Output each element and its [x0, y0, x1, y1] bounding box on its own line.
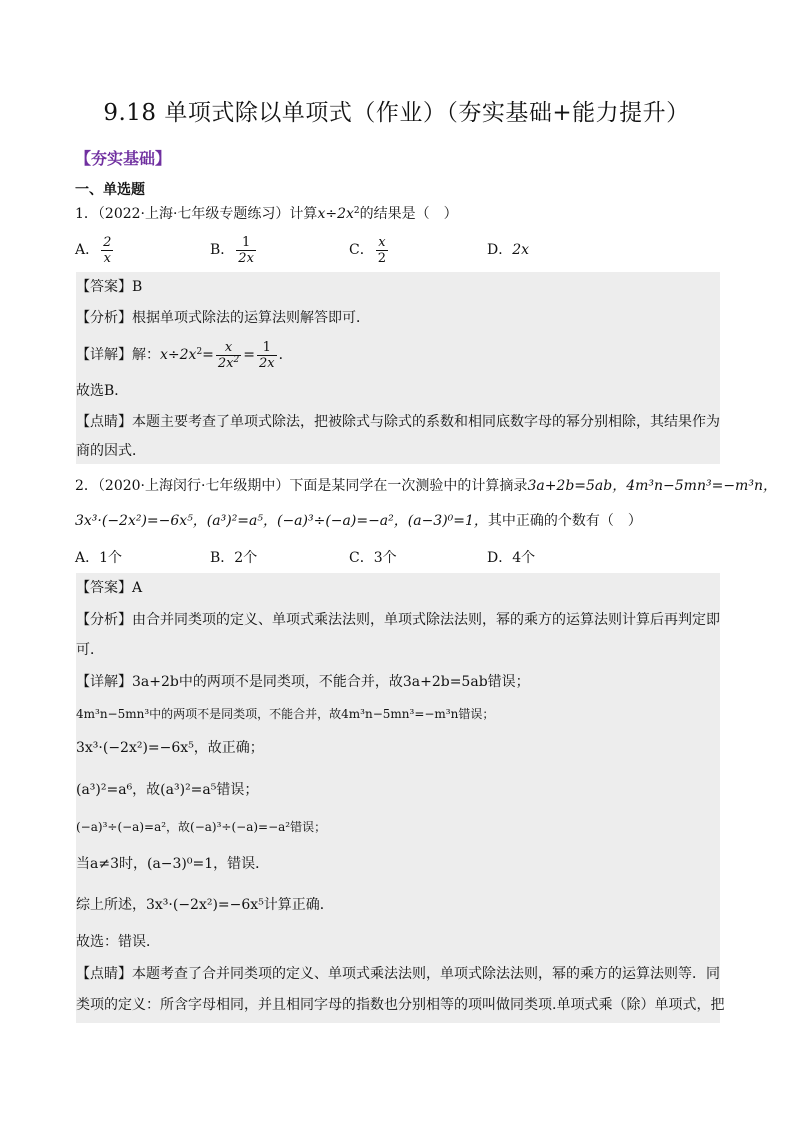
question-2-stem-line2: 3x³·(−2x²)=−6x⁵，(a³)²=a⁵，(−a)³÷(−a)=−a²，(a−3)⁰=1，其中正确的个数有（ ） [75, 513, 642, 529]
q2-analysis-line2: 可． [76, 642, 104, 658]
q2-option-a: A．1个 [75, 550, 123, 566]
q1-comment-line2: 商的因式． [76, 443, 146, 459]
q2-detail-line5: (−a)³÷(−a)=a²，故(−a)³÷(−a)=−a²错误； [76, 820, 327, 834]
q2-detail-line7: 综上所述，3x³·(−2x²)=−6x⁵计算正确． [76, 897, 334, 913]
fraction: $\frac{1}{2x}$ [238, 234, 254, 266]
q1-detail: 【详解】解：$x\div 2x^2=$ $\frac{x}{2x^2}$ = $\frac{1}{2x}$ ． [76, 339, 293, 371]
q1-choose: 故选B． [76, 383, 129, 399]
q2-analysis-line1: 【分析】由合并同类项的定义、单项式乘法法则，单项式除法法则，幂的乘方的运算法则计算后再判定即 [76, 612, 720, 628]
q2-detail-line6: 当a≠3时，(a−3)⁰=1，错误． [76, 856, 270, 872]
fraction: $\frac{x}{2}$ [377, 234, 386, 266]
q2-answer: 【答案】A [76, 580, 143, 596]
question-2-stem-line1: 2．（2020·上海闵行·七年级期中）下面是某同学在一次测验中的计算摘录3a+2b=5ab，4m³n−5mn³=−m³n， [75, 478, 777, 494]
q2-detail-line8: 故选：错误． [76, 934, 160, 950]
q2-detail-line4: (a³)²=a⁶，故(a³)²=a⁵错误； [76, 782, 259, 798]
q2-detail-line3: 3x³·(−2x²)=−6x⁵，故正确； [76, 740, 264, 756]
part-heading: 一、单选题 [75, 182, 145, 198]
option-text: 2x [512, 242, 530, 258]
q1-option-d [487, 240, 529, 260]
q1-answer: 【答案】B [76, 279, 143, 295]
q2-option-d: D．4个 [487, 550, 536, 566]
q2-detail-line2: 4m³n−5mn³中的两项不是同类项，不能合并，故4m³n−5mn³=−m³n错误； [76, 707, 495, 721]
fraction: $\frac{2}{x}$ [103, 234, 112, 266]
q1-option-c [349, 232, 390, 268]
q2-option-b: B．2个 [210, 550, 258, 566]
q1-option-a [75, 232, 115, 268]
q2-detail-line1: 【详解】3a+2b中的两项不是同类项，不能合并，故3a+2b=5ab错误； [76, 674, 530, 690]
option-label: D． [487, 242, 513, 258]
fraction: $\frac{x}{2x^2}$ [217, 339, 240, 371]
question-1-stem [75, 204, 458, 224]
q1-expr: x÷2x [317, 206, 354, 222]
q2-comment-line2: 类项的定义：所含字母相同，并且相同字母的指数也分别相等的项叫做同类项.单项式乘（除）单项式，把 [76, 997, 725, 1013]
page-title: 9.18 单项式除以单项式（作业）（夯实基础+能力提升） [103, 100, 690, 126]
option-label: B． [210, 242, 235, 258]
q1-exp: 2 [353, 206, 360, 216]
section-heading: 【夯实基础】 [75, 149, 172, 168]
option-label: A． [75, 242, 100, 258]
option-label: C． [349, 242, 374, 258]
q1-stem-post: 的结果是（ ） [359, 206, 458, 222]
q1-option-b [210, 232, 258, 268]
q2-comment-line1: 【点睛】本题考查了合并同类项的定义、单项式乘法法则，单项式除法法则，幂的乘方的运算法则等．同 [76, 966, 720, 982]
q2-option-c: C．3个 [349, 550, 397, 566]
q1-stem-pre: 1．（2022·上海·七年级专题练习）计算 [75, 206, 318, 222]
fraction: $\frac{1}{2x}$ [258, 339, 275, 371]
q1-analysis: 【分析】根据单项式除法的运算法则解答即可． [76, 310, 370, 326]
q1-comment-line1: 【点睛】本题主要考查了单项式除法，把被除式与除式的系数和相同底数字母的幂分别相除，其结果作为 [76, 414, 720, 430]
